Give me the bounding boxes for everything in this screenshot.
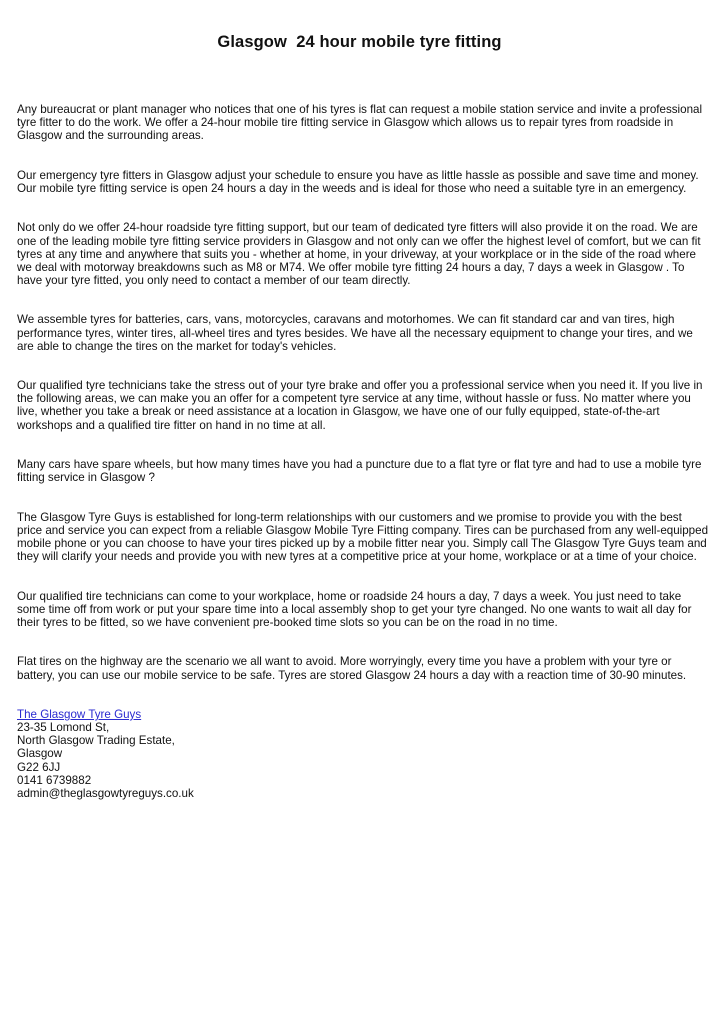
contact-email: admin@theglasgowtyreguys.co.uk — [17, 786, 194, 800]
paragraph-3: Not only do we offer 24-hour roadside tyre fitting support, but our team of dedicated tyre fitters will also provide it on the road. We are one of the leading mobile tyre fitting service providers in Glasgow and not only can we offer the highest level of comfort, but we can fit tyres at any time and anywhere that suits you - whether at home, in your driveway, at your workplace or in the side of the road where we deal with motorway breakdowns such as M8 or M74. We offer mobile tyre fitting 24 hours a day, 7 days a week in Glasgow . To have your tyre fitted, you only need to contact a member of our team directly. — [17, 221, 701, 287]
contact-phone: 0141 6739882 — [17, 773, 92, 787]
address-city: Glasgow — [17, 747, 63, 761]
address-line-1: 23-35 Lomond St, — [17, 721, 110, 735]
paragraph-4: We assemble tyres for batteries, cars, vans, motorcycles, caravans and motorhomes. We can fit standard car and van tires, high performance tyres, winter tires, all-wheel tires and tyres besides. We have all the necessary equipment to change your tires, and we are able to change the tires on the market for today's vehicles. — [17, 313, 693, 353]
paragraph-1: Any bureaucrat or plant manager who notices that one of his tyres is flat can request a mobile station service and invite a professional tyre fitter to do the work. We offer a 24-hour mobile tire fitting service in Glasgow which allows us to repair tyres from roadside in Glasgow and the surrounding areas. — [17, 103, 703, 143]
address-postcode: G22 6JJ — [17, 760, 61, 774]
contact-block — [17, 708, 709, 800]
paragraph-5: Our qualified tyre technicians take the stress out of your tyre brake and offer you a professional service when you need it. If you live in the following areas, we can make you an offer for a competent tyre service at any time, without hassle or fuss. No matter where you live, whether you take a break or need assistance at a location in Glasgow, we have one of our fully equipped, state-of-the-art workshops and a qualified tire fitter on hand in no time at all. — [17, 379, 703, 432]
paragraph-6: Many cars have spare wheels, but how many times have you had a puncture due to a flat tyre or flat tyre and had to use a mobile tyre fitting service in Glasgow ? — [17, 458, 702, 485]
company-link[interactable]: The Glasgow Tyre Guys — [17, 708, 142, 722]
address-line-2: North Glasgow Trading Estate, — [17, 734, 175, 748]
page-title: Glasgow 24 hour mobile tyre fitting — [217, 33, 502, 51]
paragraph-7: The Glasgow Tyre Guys is established for long-term relationships with our customers and we promise to provide you with the best price and service you can expect from a reliable Glasgow Mobile Tyre Fitting company. Tires can be purchased from any well-equipped mobile phone or you can choose to have your tires picked up by a mobile fitter near you. Simply call The Glasgow Tyre Guys team and they will clarify your needs and provide you with new tyres at a competitive price at your home, workplace or at a time of your choice. — [17, 510, 709, 564]
paragraph-9: Flat tires on the highway are the scenario we all want to avoid. More worryingly, every time you have a problem with your tyre or battery, you can use our mobile service to be safe. Tyres are stored Glasgow 24 hours a day with a reaction time of 30-90 minutes. — [17, 655, 687, 682]
paragraph-8: Our qualified tire technicians can come to your workplace, home or roadside 24 hours a day, 7 days a week. You just need to take some time off from work or put your spare time into a local assembly shop to get your tyre changed. No one wants to wait all day for their tyres to be fitted, so we have convenient pre-booked time slots so you can be on the road in no time. — [17, 589, 692, 629]
paragraph-2: Our emergency tyre fitters in Glasgow adjust your schedule to ensure you have as little hassle as possible and save time and money. Our mobile tyre fitting service is open 24 hours a day in the weeds and is ideal for those who need a suitable tyre in an emergency. — [17, 168, 699, 195]
document-body — [17, 103, 709, 800]
